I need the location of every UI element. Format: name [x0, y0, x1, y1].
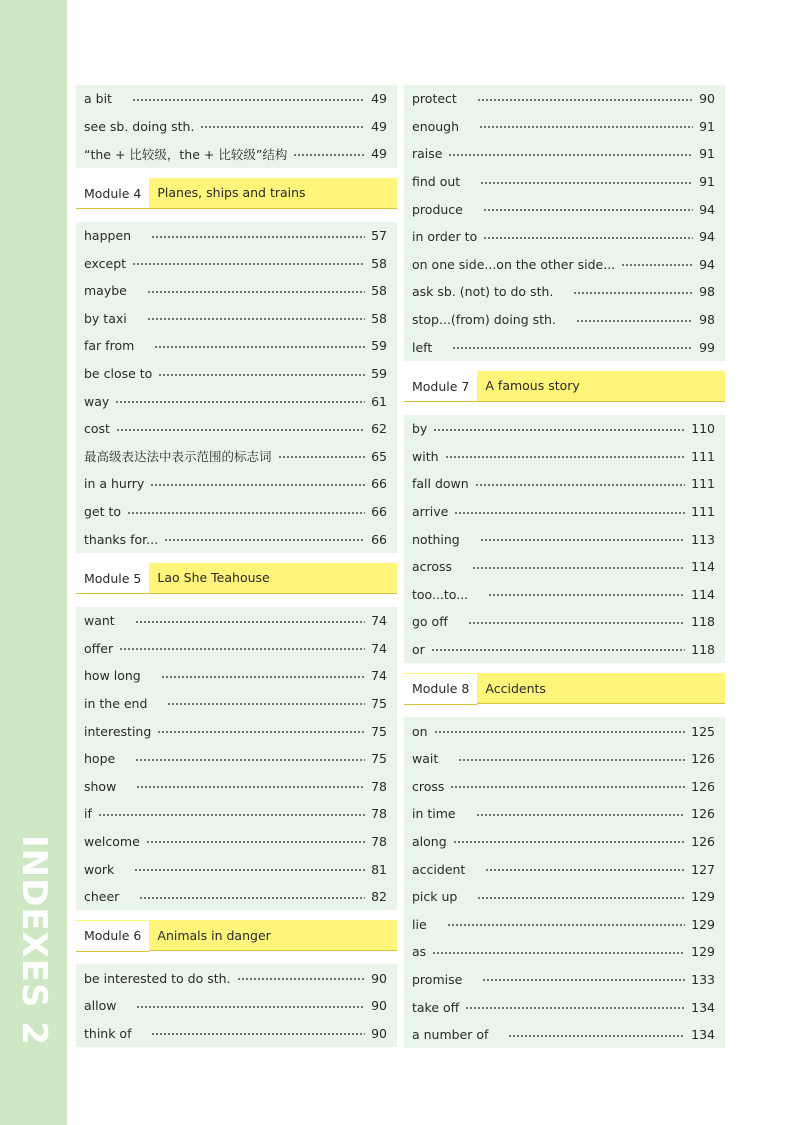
entry-page-number: 127 [691, 861, 715, 877]
entry-term: stop...(from) doing sth. [412, 312, 556, 328]
index-entry[interactable] [76, 635, 397, 663]
index-entry-group [76, 222, 397, 553]
module-title: Accidents [485, 680, 546, 696]
index-entry[interactable] [404, 717, 725, 745]
entry-term: in a hurry [84, 476, 145, 492]
entry-term: way [84, 393, 110, 409]
entry-term: find out [412, 174, 461, 190]
index-entry[interactable] [404, 85, 725, 113]
dot-leader [483, 232, 693, 244]
entry-term: think of [84, 1025, 132, 1041]
index-entry-group [76, 607, 397, 911]
dot-leader [432, 947, 685, 959]
entry-term: show [84, 778, 117, 794]
entry-term: 最高级表达法中表示范围的标志词 [84, 449, 272, 465]
entry-term: cross [412, 778, 445, 794]
module-title: Lao She Teahouse [157, 570, 270, 586]
entry-page-number: 90 [371, 998, 387, 1014]
dot-leader [135, 754, 365, 766]
dot-leader [150, 479, 365, 491]
entry-term: a number of [412, 1027, 489, 1043]
entry-page-number: 61 [371, 393, 387, 409]
module-number: Module 7 [404, 371, 477, 402]
dot-leader [479, 121, 693, 133]
index-entry[interactable] [404, 772, 725, 800]
entry-page-number: 65 [371, 448, 387, 464]
dot-leader [576, 315, 693, 327]
dot-leader [445, 451, 686, 463]
entry-page-number: 134 [691, 999, 715, 1015]
entry-term: go off [412, 614, 448, 630]
index-entry[interactable] [76, 855, 397, 883]
index-entry-group [404, 415, 725, 663]
index-entry[interactable] [404, 910, 725, 938]
module-title: Planes, ships and trains [157, 185, 306, 201]
dot-leader [161, 671, 365, 683]
entry-page-number: 129 [691, 944, 715, 960]
index-entry[interactable] [404, 883, 725, 911]
entry-term: hope [84, 751, 116, 767]
dot-leader [453, 836, 686, 848]
entry-term: nothing [412, 531, 460, 547]
entry-page-number: 98 [699, 312, 715, 328]
dot-leader [98, 809, 365, 821]
entry-term: pick up [412, 889, 458, 905]
entry-page-number: 111 [691, 448, 715, 464]
entry-term: arrive [412, 504, 449, 520]
index-entry[interactable] [76, 470, 397, 498]
entry-term: produce [412, 201, 463, 217]
module-header [76, 563, 397, 594]
dot-leader [147, 286, 365, 298]
entry-term: want [84, 613, 115, 629]
dot-leader [134, 864, 365, 876]
index-entry[interactable] [404, 938, 725, 966]
entry-term: in order to [412, 229, 478, 245]
index-entry[interactable] [76, 964, 397, 992]
index-entry[interactable] [404, 525, 725, 553]
right-index-column [404, 85, 725, 1048]
index-entry[interactable] [404, 498, 725, 526]
section-label: INDEXES 2 [14, 835, 54, 1046]
index-entry[interactable] [76, 992, 397, 1020]
index-entry[interactable] [404, 800, 725, 828]
entry-term: except [84, 255, 127, 271]
entry-page-number: 78 [371, 806, 387, 822]
dot-leader [475, 479, 685, 491]
entry-term: by taxi [84, 310, 127, 326]
index-entry[interactable] [404, 470, 725, 498]
entry-term: be close to [84, 366, 153, 382]
entry-page-number: 118 [691, 614, 715, 630]
entry-page-number: 78 [371, 778, 387, 794]
entry-page-number: 66 [371, 504, 387, 520]
index-entry[interactable] [404, 828, 725, 856]
dot-leader [127, 507, 365, 519]
entry-term: or [412, 641, 425, 657]
module-number: Module 6 [76, 921, 149, 952]
entry-term: promise [412, 971, 463, 987]
entry-term: in the end [84, 695, 148, 711]
entry-page-number: 126 [691, 833, 715, 849]
entry-term: protect [412, 91, 457, 107]
side-bar [0, 0, 67, 1125]
entry-term: in time [412, 806, 456, 822]
entry-page-number: 91 [699, 118, 715, 134]
entry-term: happen [84, 228, 132, 244]
dot-leader [452, 342, 693, 354]
entry-page-number: 110 [691, 421, 715, 437]
entry-term: along [412, 833, 447, 849]
index-entry[interactable] [404, 223, 725, 251]
entry-page-number: 90 [371, 1025, 387, 1041]
entry-page-number: 78 [371, 833, 387, 849]
entry-page-number: 58 [371, 255, 387, 271]
entry-term: how long [84, 668, 141, 684]
entry-page-number: 59 [371, 338, 387, 354]
entry-term: allow [84, 998, 117, 1014]
entry-page-number: 134 [691, 1027, 715, 1043]
index-entry[interactable] [76, 415, 397, 443]
entry-term: raise [412, 146, 443, 162]
entry-term: cheer [84, 889, 120, 905]
dot-leader [158, 369, 365, 381]
entry-page-number: 99 [699, 339, 715, 355]
entry-page-number: 49 [371, 118, 387, 134]
entry-page-number: 114 [691, 586, 715, 602]
entry-page-number: 111 [691, 476, 715, 492]
index-entry[interactable] [76, 1020, 397, 1048]
dot-leader [480, 534, 685, 546]
entry-term: across [412, 559, 453, 575]
entry-page-number: 57 [371, 228, 387, 244]
entry-page-number: 74 [371, 613, 387, 629]
entry-page-number: 58 [371, 283, 387, 299]
dot-leader [508, 1030, 685, 1042]
index-entry[interactable] [404, 113, 725, 141]
index-entry[interactable] [404, 581, 725, 609]
index-entry[interactable] [76, 387, 397, 415]
entry-term: if [84, 806, 92, 822]
entry-term: as [412, 944, 427, 960]
entry-term: get to [84, 504, 122, 520]
index-entry[interactable] [404, 251, 725, 279]
module-title: Animals in danger [157, 927, 271, 943]
entry-page-number: 49 [371, 146, 387, 162]
dot-leader [164, 534, 365, 546]
dot-leader [157, 726, 365, 738]
dot-leader [119, 643, 365, 655]
dot-leader [147, 313, 365, 325]
index-entry[interactable] [76, 85, 397, 113]
entry-page-number: 58 [371, 310, 387, 326]
index-entry[interactable] [404, 553, 725, 581]
entry-term: left [412, 339, 433, 355]
entry-term: accident [412, 861, 466, 877]
index-entry[interactable] [76, 222, 397, 250]
entry-page-number: 49 [371, 91, 387, 107]
entry-page-number: 133 [691, 971, 715, 987]
entry-term: “the + 比较级，the + 比较级”结构 [84, 146, 288, 162]
dot-leader [483, 204, 693, 216]
dot-leader [135, 616, 365, 628]
entry-page-number: 74 [371, 668, 387, 684]
index-entry[interactable] [404, 966, 725, 994]
entry-term: a bit [84, 91, 112, 107]
index-entry-group [404, 717, 725, 1048]
dot-leader [167, 698, 365, 710]
left-index-column [76, 85, 397, 1047]
entry-term: lie [412, 916, 427, 932]
index-entry[interactable] [404, 140, 725, 168]
index-entry[interactable] [404, 608, 725, 636]
entry-term: maybe [84, 283, 127, 299]
index-entry[interactable] [76, 332, 397, 360]
entry-term: with [412, 448, 439, 464]
entry-page-number: 74 [371, 640, 387, 656]
module-number: Module 4 [76, 178, 149, 209]
entry-page-number: 114 [691, 559, 715, 575]
dot-leader [237, 973, 365, 985]
index-entry[interactable] [76, 113, 397, 141]
entry-term: too...to... [412, 586, 469, 602]
entry-page-number: 113 [691, 531, 715, 547]
entry-term: take off [412, 999, 460, 1015]
entry-term: by [412, 421, 428, 437]
entry-term: fall down [412, 476, 469, 492]
index-entry[interactable] [76, 277, 397, 305]
dot-leader [115, 396, 365, 408]
index-entry[interactable] [404, 333, 725, 361]
dot-leader [450, 781, 685, 793]
entry-term: cost [84, 421, 110, 437]
dot-leader [472, 562, 685, 574]
index-entry[interactable] [404, 1021, 725, 1049]
dot-leader [136, 1001, 365, 1013]
entry-page-number: 91 [699, 146, 715, 162]
dot-leader [151, 231, 365, 243]
entry-term: work [84, 861, 115, 877]
module-header [76, 920, 397, 951]
entry-page-number: 126 [691, 778, 715, 794]
entry-term: enough [412, 118, 460, 134]
entry-term: be interested to do sth. [84, 970, 231, 986]
dot-leader [621, 259, 693, 271]
index-entry[interactable] [76, 443, 397, 471]
index-entry[interactable] [76, 717, 397, 745]
entry-term: welcome [84, 833, 140, 849]
index-entry[interactable] [404, 306, 725, 334]
module-number: Module 5 [76, 563, 149, 594]
entry-page-number: 98 [699, 284, 715, 300]
dot-leader [154, 341, 365, 353]
dot-leader [465, 1002, 685, 1014]
entry-page-number: 75 [371, 695, 387, 711]
dot-leader [447, 919, 686, 931]
module-title: A famous story [485, 378, 580, 394]
dot-leader [132, 94, 365, 106]
index-entry-group [404, 85, 725, 361]
dot-leader [488, 589, 685, 601]
index-entry[interactable] [76, 800, 397, 828]
dot-leader [480, 177, 693, 189]
entry-page-number: 90 [371, 970, 387, 986]
entry-page-number: 66 [371, 531, 387, 547]
entry-page-number: 66 [371, 476, 387, 492]
entry-term: interesting [84, 723, 152, 739]
dot-leader [458, 754, 685, 766]
index-entry[interactable] [76, 745, 397, 773]
entry-term: ask sb. (not) to do sth. [412, 284, 554, 300]
entry-page-number: 94 [699, 201, 715, 217]
entry-page-number: 118 [691, 641, 715, 657]
index-entry[interactable] [76, 249, 397, 277]
dot-leader [139, 892, 365, 904]
index-entry[interactable] [76, 360, 397, 388]
dot-leader [132, 258, 365, 270]
index-entry-group [76, 85, 397, 168]
entry-page-number: 126 [691, 806, 715, 822]
index-entry[interactable] [76, 690, 397, 718]
entry-page-number: 90 [699, 91, 715, 107]
index-entry[interactable] [404, 745, 725, 773]
dot-leader [431, 644, 685, 656]
entry-page-number: 81 [371, 861, 387, 877]
dot-leader [136, 781, 365, 793]
entry-page-number: 94 [699, 229, 715, 245]
dot-leader [293, 149, 365, 161]
entry-page-number: 82 [371, 889, 387, 905]
dot-leader [433, 424, 685, 436]
index-entry[interactable] [404, 636, 725, 664]
dot-leader [448, 149, 693, 161]
index-entry[interactable] [76, 305, 397, 333]
entry-page-number: 111 [691, 504, 715, 520]
index-entry[interactable] [76, 662, 397, 690]
module-header [76, 178, 397, 209]
index-entry[interactable] [76, 525, 397, 553]
dot-leader [146, 836, 365, 848]
dot-leader [477, 94, 693, 106]
index-entry[interactable] [404, 278, 725, 306]
dot-leader [573, 287, 693, 299]
dot-leader [200, 121, 365, 133]
index-entry[interactable] [404, 415, 725, 443]
entry-term: see sb. doing sth. [84, 118, 195, 134]
dot-leader [468, 617, 685, 629]
entry-term: on [412, 723, 428, 739]
index-entry[interactable] [76, 498, 397, 526]
entry-page-number: 94 [699, 256, 715, 272]
dot-leader [434, 726, 686, 738]
entry-page-number: 125 [691, 723, 715, 739]
entry-page-number: 75 [371, 723, 387, 739]
entry-page-number: 62 [371, 421, 387, 437]
entry-page-number: 129 [691, 889, 715, 905]
entry-page-number: 59 [371, 366, 387, 382]
entry-page-number: 75 [371, 751, 387, 767]
index-entry[interactable] [76, 140, 397, 168]
index-entry[interactable] [76, 883, 397, 911]
entry-page-number: 126 [691, 751, 715, 767]
module-header [404, 673, 725, 704]
entry-term: on one side...on the other side... [412, 256, 616, 272]
index-entry[interactable] [404, 855, 725, 883]
module-number: Module 8 [404, 674, 477, 705]
index-entry[interactable] [404, 993, 725, 1021]
dot-leader [482, 974, 685, 986]
index-entry-group [76, 964, 397, 1047]
dot-leader [485, 864, 685, 876]
entry-page-number: 129 [691, 916, 715, 932]
index-entry[interactable] [404, 443, 725, 471]
entry-term: offer [84, 640, 114, 656]
module-header [404, 371, 725, 402]
dot-leader [278, 451, 365, 463]
index-entry[interactable] [404, 168, 725, 196]
entry-term: thanks for... [84, 531, 159, 547]
index-entry[interactable] [76, 828, 397, 856]
dot-leader [454, 507, 685, 519]
entry-term: wait [412, 751, 439, 767]
entry-page-number: 91 [699, 174, 715, 190]
dot-leader [116, 424, 365, 436]
index-entry[interactable] [404, 195, 725, 223]
dot-leader [476, 809, 686, 821]
entry-term: far from [84, 338, 135, 354]
index-entry[interactable] [76, 607, 397, 635]
dot-leader [477, 892, 685, 904]
index-entry[interactable] [76, 772, 397, 800]
dot-leader [151, 1028, 365, 1040]
